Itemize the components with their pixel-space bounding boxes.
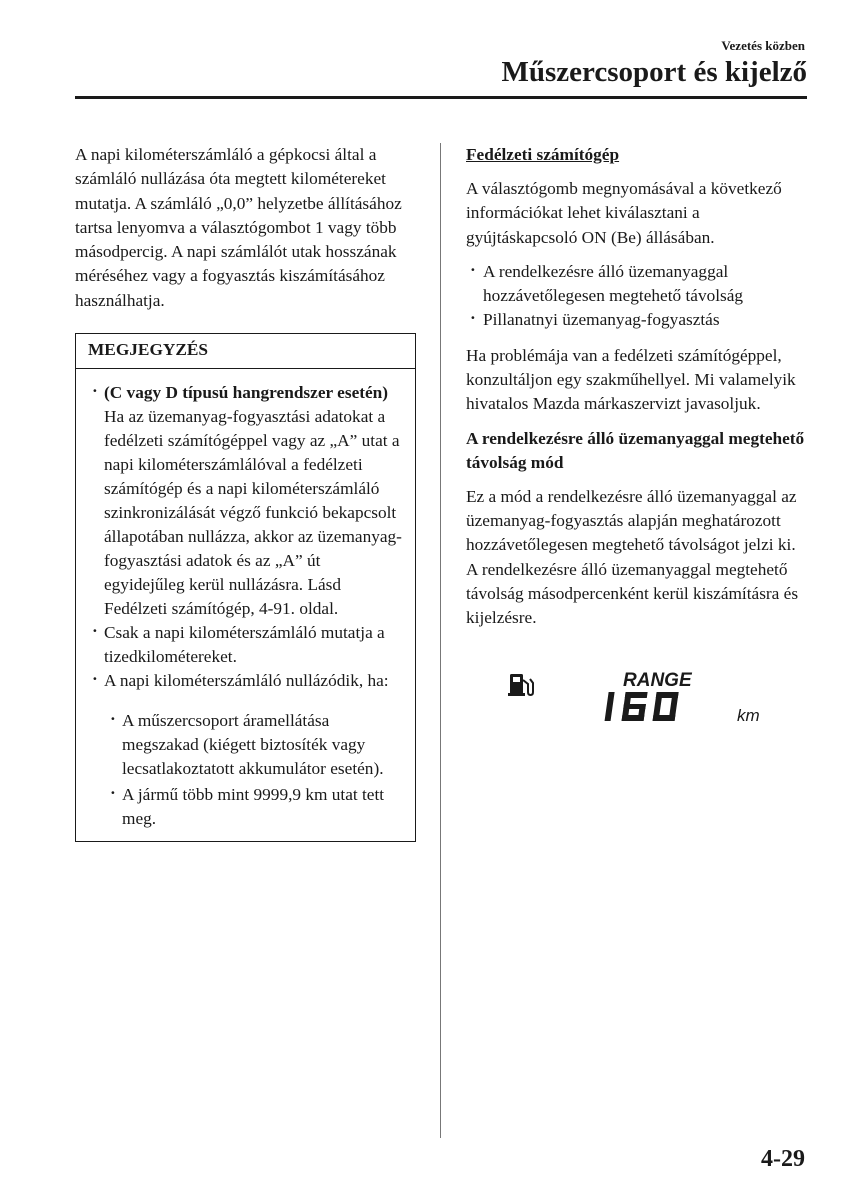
header-rule [75, 96, 807, 99]
right-column [466, 143, 811, 631]
section-heading: Fedélzeti számítógép [466, 145, 620, 164]
paragraph: A választógomb megnyomásával a következő információkat lehet kiválasztani a gyújtáskapcsoló ON (Be) állásában. [466, 179, 782, 247]
page-number: 4-29 [761, 1146, 805, 1172]
note-sub-list [88, 709, 405, 831]
note-bullet: · Csak a napi kilométerszámláló mutatja a tizedkilométereket. [88, 621, 405, 669]
paragraph: A rendelkezésre álló üzemanyaggal megtehető távolság másodpercenként kerül kiszámításra és kijelzésre. [466, 559, 799, 628]
range-display-illustration [506, 668, 776, 728]
note-body [76, 369, 415, 841]
range-value-text: 160 [506, 668, 508, 669]
fuel-pump-icon [508, 674, 533, 696]
note-sub-bullet: · A jármű több mint 9999,9 km utat tett meg. [106, 783, 405, 831]
left-column [75, 143, 420, 842]
note-box [75, 333, 416, 842]
note-sub-bullet: · A műszercsoport áramellátása megszakad (kiégett biztosíték vagy lecsatlakoztatott akkumulátor esetén). [106, 709, 405, 781]
section-heading: A rendelkezésre álló üzemanyaggal megtehető távolság mód [466, 428, 805, 472]
bullet-list [466, 260, 811, 332]
header-section-label: Vezetés közben [721, 38, 805, 53]
page-title: Műszercsoport és kijelző [501, 56, 807, 88]
list-item: · A rendelkezésre álló üzemanyaggal hozzávetőlegesen megtehető távolság [466, 260, 811, 308]
note-bullet-title: · (C vagy D típusú hangrendszer esetén) [88, 381, 405, 405]
note-bullet: · A napi kilométerszámláló nullázódik, ha: [88, 669, 405, 693]
range-label: RANGE [623, 670, 692, 691]
intro-paragraph: A napi kilométerszámláló a gépkocsi által a számláló nullázása óta megtett kilométereket mutatja. A számláló „0,0” helyzetbe állításához tartsa lenyomva a választógombot 1 vagy több másodpercig. A napi számlálót utak hosszának méréséhez vagy a fogyasztás kiszámításához használhatja. [75, 145, 402, 310]
range-unit: km [737, 706, 760, 725]
column-divider [440, 143, 441, 1138]
range-value-digits [605, 692, 679, 721]
note-bullet-text: Ha az üzemanyag-fogyasztási adatokat a fedélzeti számítógéppel vagy az „A” utat a napi kilométerszámlálóval a fedélzeti számítógép és a napi kilométerszámláló szinkronizálását végző funkció bekapcsolt állapotában nullázza, akkor az üzemanyag-fogyasztási adatok és az „A” út egyidejűleg kerül nullázásra. Lásd Fedélzeti számítógép, 4-91. oldal. [104, 407, 402, 619]
list-item: · Pillanatnyi üzemanyag-fogyasztás [466, 308, 811, 332]
note-heading: MEGJEGYZÉS [76, 334, 415, 369]
paragraph: Ha problémája van a fedélzeti számítógéppel, konzultáljon egy szakműhellyel. Mi valamelyik hivatalos Mazda márkaszervizt javasoljuk. [466, 345, 796, 414]
paragraph: Ez a mód a rendelkezésre álló üzemanyaggal az üzemanyag-fogyasztás alapján meghatározott hozzávetőlegesen megtehető távolságot jelzi ki. [466, 486, 797, 555]
